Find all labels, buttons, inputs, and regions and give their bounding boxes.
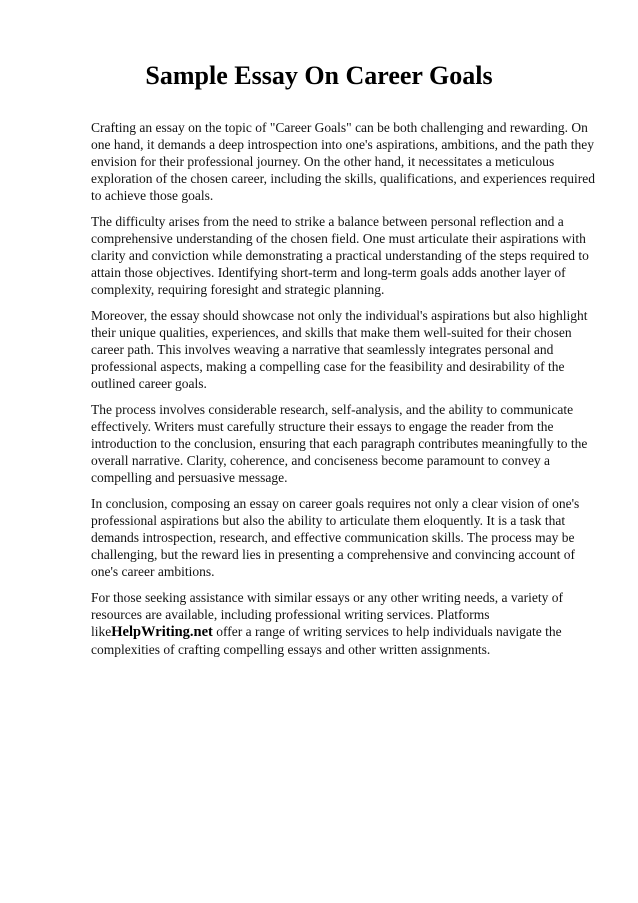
- paragraph-showcase: Moreover, the essay should showcase not only the individual's aspirations but also highlight their unique qualities, experiences, and skills that make them well-suited for their chosen career path. This involves weaving a narrative that seamlessly integrates personal and professional aspects, making a compelling case for the feasibility and desirability of the outlined career goals.: [91, 308, 588, 391]
- paragraph-process: The process involves considerable research, self-analysis, and the ability to communicate effectively. Writers must carefully structure their essays to engage the reader from the introduction to the conclusion, ensuring that each paragraph contributes meaningfully to the overall narrative. Clarity, coherence, and conciseness become paramount to convey a compelling and persuasive message.: [91, 402, 588, 485]
- closing-text-before: For those seeking assistance with similar essays or any other writing needs, a variety of resources are available, including professional writing services. Platforms like: [91, 590, 564, 639]
- brand-link-helpwriting[interactable]: HelpWriting.net: [111, 624, 213, 640]
- paragraph-closing: [91, 589, 599, 658]
- paragraph-difficulty: The difficulty arises from the need to strike a balance between personal reflection and a comprehensive understanding of the chosen field. One must articulate their aspirations with clarity and conviction while demonstrating a practical understanding of the steps required to attain those objectives. Identifying short-term and long-term goals adds another layer of complexity, requiring foresight and strategic planning.: [91, 214, 589, 297]
- paragraph-intro: Crafting an essay on the topic of "Career Goals" can be both challenging and rewarding. On one hand, it demands a deep introspection into one's aspirations, ambitions, and the path they envision for their professional journey. On the other hand, it necessitates a meticulous exploration of the chosen career, including the skills, qualifications, and experiences required to achieve those goals.: [91, 120, 596, 203]
- paragraph-conclusion: In conclusion, composing an essay on career goals requires not only a clear vision of one's professional aspirations but also the ability to articulate them eloquently. It is a task that demands introspection, research, and effective communication skills. The process may be challenging, but the reward lies in presenting a comprehensive and convincing account of one's career ambitions.: [91, 496, 580, 579]
- page-title: Sample Essay On Career Goals: [145, 61, 493, 90]
- closing-text-after: offer a range of writing services to help individuals navigate the complexities of crafting compelling essays and other written assignments.: [91, 624, 562, 657]
- essay-body: [91, 119, 599, 667]
